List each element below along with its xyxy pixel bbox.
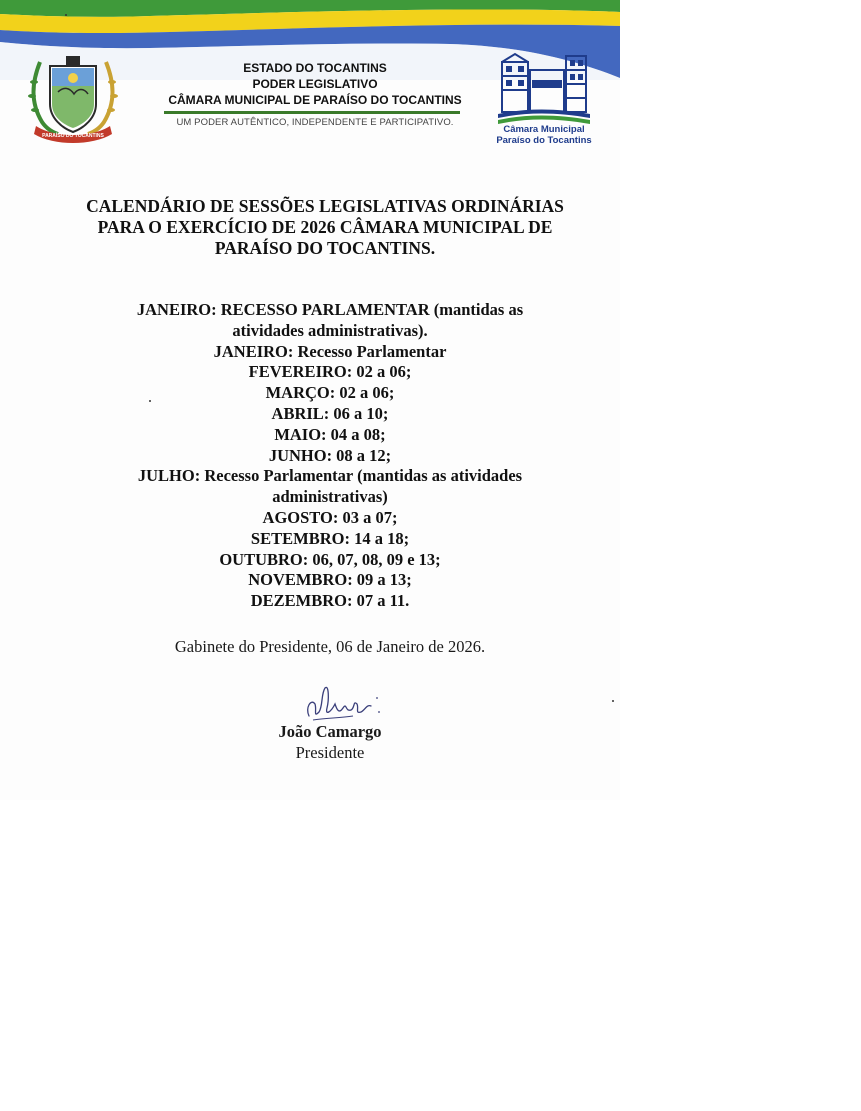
scan-speck <box>65 14 67 16</box>
schedule-line: MARÇO: 02 a 06; <box>265 383 395 403</box>
schedule-line: JANEIRO: Recesso Parlamentar <box>213 341 447 361</box>
letterhead <box>150 60 480 108</box>
municipal-crest-icon <box>18 52 128 148</box>
schedule-line: SETEMBRO: 14 a 18; <box>250 528 410 548</box>
schedule-line: DEZEMBRO: 07 a 11. <box>250 591 410 611</box>
crest-banner-text: PARAÍSO DO TOCANTINS <box>42 133 104 139</box>
scan-speck <box>149 400 151 402</box>
session-schedule <box>100 300 560 612</box>
signatory-name: João Camargo <box>278 722 382 741</box>
chamber-building-logo-icon <box>496 52 592 130</box>
document-title <box>60 196 590 259</box>
letterhead-divider <box>164 111 460 114</box>
schedule-line: administrativas) <box>272 487 388 507</box>
schedule-line: FEVEREIRO: 02 a 06; <box>248 362 412 382</box>
schedule-line: atividades administrativas). <box>232 320 428 340</box>
schedule-line: JULHO: Recesso Parlamentar (mantidas as atividades <box>137 466 523 486</box>
schedule-line: OUTUBRO: 06, 07, 08, 09 e 13; <box>219 549 441 569</box>
motto: UM PODER AUTÊNTICO, INDEPENDENTE E PARTICIPATIVO. <box>176 117 454 128</box>
branch-name: PODER LEGISLATIVO <box>252 77 378 91</box>
state-name: ESTADO DO TOCANTINS <box>243 61 387 75</box>
scan-speck <box>612 700 614 702</box>
schedule-line: AGOSTO: 03 a 07; <box>262 507 398 527</box>
place-and-date: Gabinete do Presidente, 06 de Janeiro de 2026. <box>174 637 486 656</box>
schedule-line: JUNHO: 08 a 12; <box>268 445 392 465</box>
schedule-line: ABRIL: 06 a 10; <box>271 403 389 423</box>
logo-caption-line1: Câmara Municipal <box>503 124 585 135</box>
logo-caption-line2: Paraíso do Tocantins <box>496 135 592 146</box>
title-line-3: PARAÍSO DO TOCANTINS. <box>214 238 436 258</box>
chamber-logo-caption <box>482 124 606 146</box>
schedule-line: NOVEMBRO: 09 a 13; <box>248 570 412 590</box>
schedule-line: MAIO: 04 a 08; <box>274 424 386 444</box>
title-line-1: CALENDÁRIO DE SESSÕES LEGISLATIVAS ORDINÁRIAS <box>86 196 564 216</box>
title-line-2: PARA O EXERCÍCIO DE 2026 CÂMARA MUNICIPAL DE <box>97 217 553 237</box>
schedule-line: JANEIRO: RECESSO PARLAMENTAR (mantidas as <box>136 300 524 319</box>
signatory-role: Presidente <box>295 743 365 762</box>
chamber-name: CÂMARA MUNICIPAL DE PARAÍSO DO TOCANTINS <box>168 93 462 107</box>
